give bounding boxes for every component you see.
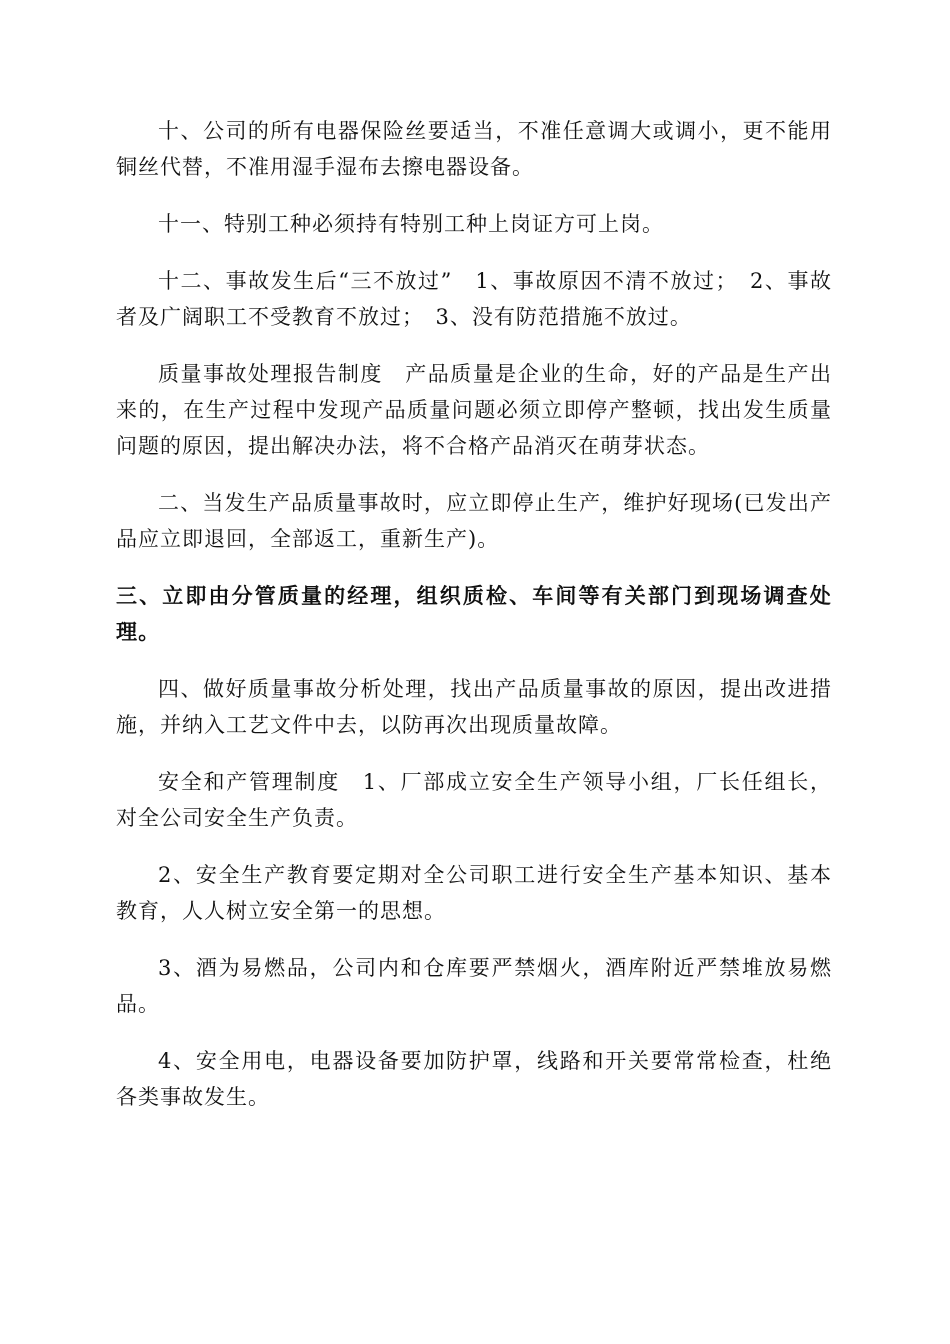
paragraph-three-not-let-go: 十二、事故发生后“三不放过” 1、事故原因不清不放过； 2、事故者及广阔职工不受教育不放过； 3、没有防范措施不放过。 [116, 269, 832, 329]
paragraph-fire-prevention: 3、酒为易燃品，公司内和仓库要严禁烟火，酒库附近严禁堆放易燃品。 [116, 956, 832, 1016]
paragraph-fuse-rules: 十、公司的所有电器保险丝要适当，不准任意调大或调小，更不能用铜丝代替，不准用湿手湿布去擦电器设备。 [116, 119, 832, 179]
paragraph-safety-education: 2、安全生产教育要定期对全公司职工进行安全生产基本知识、基本教育，人人树立安全第一的思想。 [116, 863, 832, 923]
paragraph-special-work-certificate: 十一、特别工种必须持有特别工种上岗证方可上岗。 [158, 212, 664, 236]
document-body [116, 113, 832, 1136]
paragraph-stop-production: 二、当发生产品质量事故时，应立即停止生产，维护好现场(已发出产品应立即退回，全部返工，重新生产)。 [116, 491, 832, 551]
paragraph-quality-accident-report-system: 质量事故处理报告制度 产品质量是企业的生命，好的产品是生产出来的，在生产过程中发现产品质量问题必须立即停产整顿，找出发生质量问题的原因，提出解决办法，将不合格产品消灭在萌芽状态。 [116, 362, 832, 458]
paragraph-safety-management-system: 安全和产管理制度 1、厂部成立安全生产领导小组，厂长任组长，对全公司安全生产负责。 [116, 770, 832, 830]
paragraph-electrical-safety: 4、安全用电，电器设备要加防护罩，线路和开关要常常检查，杜绝各类事故发生。 [116, 1049, 832, 1109]
paragraph-manager-investigation: 三、立即由分管质量的经理，组织质检、车间等有关部门到现场调查处理。 [116, 583, 832, 644]
paragraph-accident-analysis: 四、做好质量事故分析处理，找出产品质量事故的原因，提出改进措施，并纳入工艺文件中去，以防再次出现质量故障。 [116, 677, 832, 737]
